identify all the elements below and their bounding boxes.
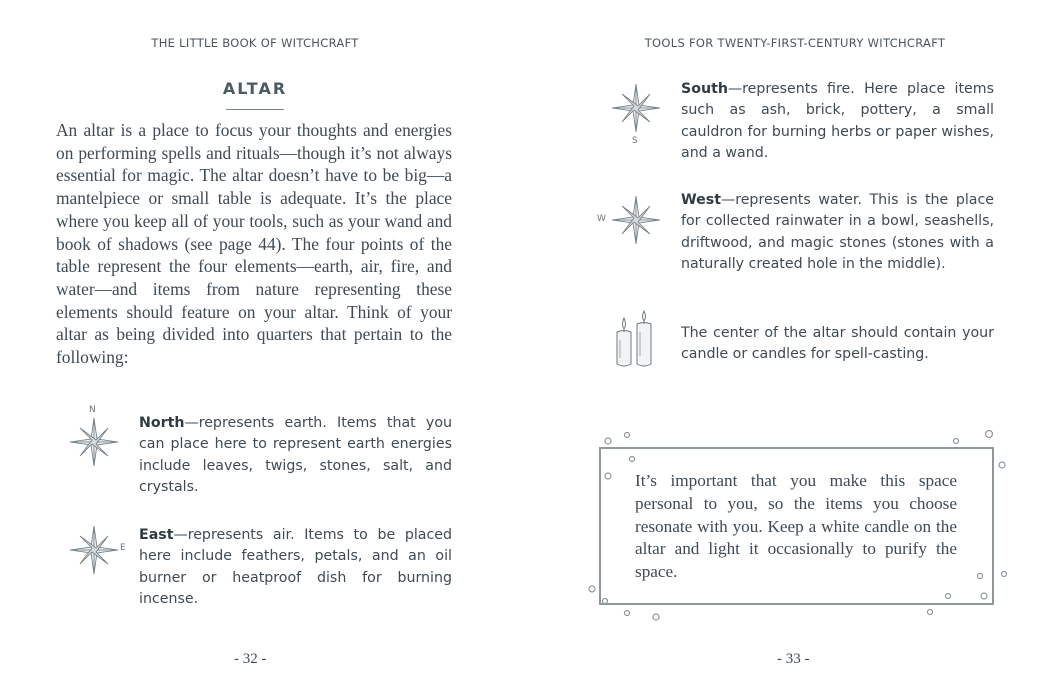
- page-number-left: - 32 -: [234, 651, 267, 667]
- east-entry: [139, 525, 452, 610]
- east-text: —represents air. Items to be placed here include feathers, petals, and an oil burner or heatproof dish for burning incense.: [139, 527, 452, 607]
- center-entry: The center of the altar should contain your candle or candles for spell-casting.: [681, 325, 994, 363]
- section-title: ALTAR: [222, 79, 288, 98]
- title-underline: [226, 109, 284, 110]
- right-page: [525, 0, 1050, 700]
- north-entry: [139, 413, 452, 498]
- south-text: —represents fire. Here place items such as ash, brick, pottery, a small cauldron for burning herbs or paper wishes, and a wand.: [681, 81, 994, 161]
- north-heading: North: [139, 415, 185, 431]
- south-letter: S: [632, 136, 638, 146]
- page-number-right: - 33 -: [777, 651, 810, 667]
- west-heading: West: [681, 192, 721, 208]
- north-letter: N: [89, 405, 96, 415]
- west-text: —represents water. This is the place for collected rainwater in a bowl, seashells, driftwood, and magic stones (stones with a naturally created hole in the middle).: [681, 192, 994, 272]
- compass-star-icon: [68, 416, 120, 468]
- running-head-right: TOOLS FOR TWENTY-FIRST-CENTURY WITCHCRAFT: [644, 36, 946, 50]
- callout-text: It’s important that you make this space personal to you, so the items you choose resonate with you. Keep a white candle on the altar and light it occasionally to purify the space.: [635, 471, 957, 582]
- compass-star-icon: [68, 524, 120, 576]
- east-heading: East: [139, 527, 174, 543]
- left-page: [0, 0, 520, 700]
- west-letter: W: [597, 214, 606, 224]
- east-letter: E: [120, 543, 126, 553]
- intro-paragraph: An altar is a place to focus your thoughts and energies on performing spells and rituals—though it’s not always essential for magic. The altar doesn’t have to be big—a mantelpiece or small table is adequate. It’s the place where you keep all of your tools, such as your wand and book of shadows (see page 44). The four points of the table represent the four elements—earth, air, fire, and water—and items from nature representing these elements should feature on your altar. Think of your altar as being divided into quarters that pertain to the following:: [56, 120, 452, 368]
- south-heading: South: [681, 81, 728, 97]
- running-head-left: THE LITTLE BOOK OF WITCHCRAFT: [151, 36, 359, 50]
- north-text: —represents earth. Items that you can place here to represent earth energies include leaves, twigs, stones, salt, and crystals.: [139, 415, 452, 495]
